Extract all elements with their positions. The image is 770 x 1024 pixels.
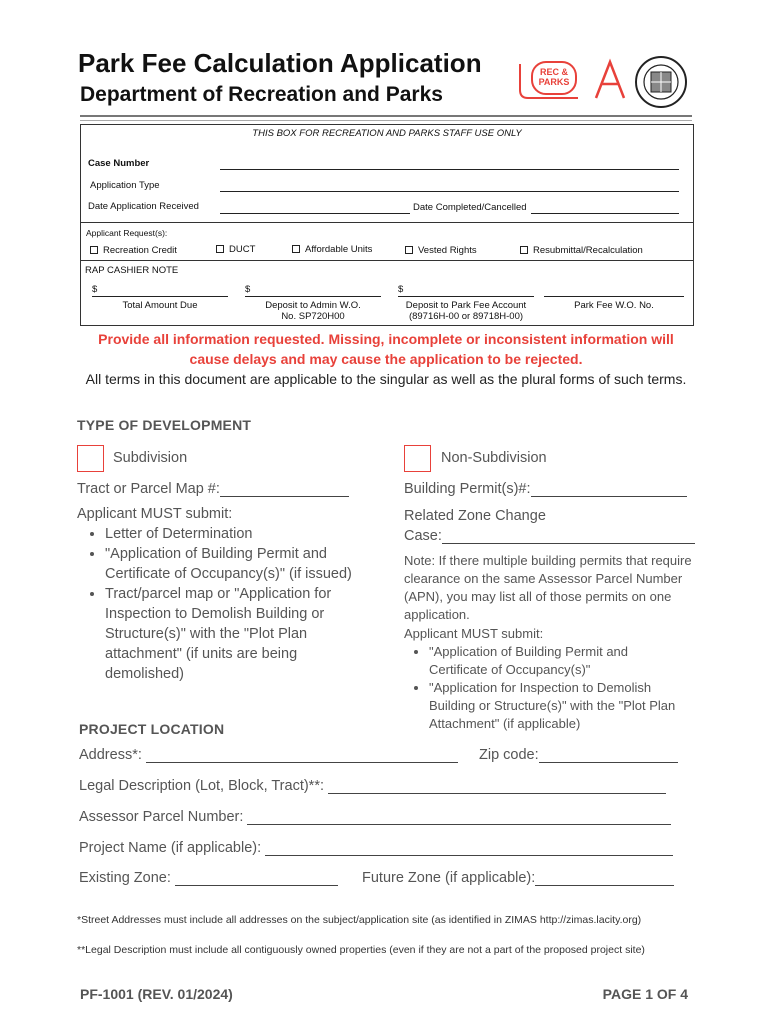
page-number: PAGE 1 OF 4 [602,986,688,1002]
date-completed-label: Date Completed/Cancelled [413,202,527,213]
legal-description-row [79,778,666,794]
checkbox-icon[interactable] [292,245,300,253]
rec-parks-logo [518,56,630,102]
tract-map-row [77,481,349,497]
header-rule [80,115,692,117]
subdivision-label: Subdivision [113,450,188,466]
legal-description-input[interactable] [328,780,666,794]
project-name-input[interactable] [265,842,673,856]
deposit-admin-field[interactable] [245,296,381,297]
dollar-sign: $ [245,284,251,295]
dollar-sign: $ [398,284,404,295]
apn-row [79,809,671,825]
checkbox-icon[interactable] [90,246,98,254]
building-permit-row [404,481,687,497]
non-subdivision-checkbox[interactable] [404,445,431,472]
notice-warning: Provide all information requested. Missing, incomplete or inconsistent information will cause delays and may cause the application to be rejected. [98,331,674,367]
must-submit-label-2: Applicant MUST submit: [404,626,544,641]
form-id: PF-1001 (REV. 01/2024) [80,986,233,1002]
checkbox-icon[interactable] [216,245,224,253]
cashier-note-label: RAP CASHIER NOTE [85,265,179,276]
dollar-sign: $ [92,284,98,295]
zone-change-input[interactable] [442,530,695,544]
tract-map-label: Tract or Parcel Map #: [77,481,220,497]
city-seal-icon [634,55,688,109]
list-item: • "Application of Building Permit and Certificate of Occupancy(s)" (if issued) [105,544,370,584]
apn-input[interactable] [247,811,671,825]
non-subdivision-requirements [405,643,690,733]
footnote-street-addresses: *Street Addresses must include all addresses on the subject/application site (as identified in ZIMAS http://zimas.lacity.org) [77,914,642,926]
non-subdivision-label: Non-Subdivision [441,450,547,466]
staff-divider [81,222,693,223]
park-fee-wo-label: Park Fee W.O. No. [574,300,654,311]
case-number-label: Case Number [88,158,150,169]
subdivision-checkbox[interactable] [77,445,104,472]
request-duct[interactable]: DUCT [216,244,255,255]
zone-change-label-1: Related Zone Change [404,508,546,524]
list-item: • Tract/parcel map or "Application for Inspection to Demolish Building or Structure(s)" with the "Plot Plan attachment" (if units are being demolished) [105,584,370,684]
tract-map-input[interactable] [220,483,349,497]
header-rule-thin [80,120,692,121]
list-item: • Letter of Determination [105,524,370,544]
zip-input[interactable] [539,749,678,763]
date-completed-field[interactable] [531,213,679,214]
must-submit-label: Applicant MUST submit: [77,506,233,522]
future-zone-input[interactable] [535,872,674,886]
application-type-label: Application Type [90,180,160,191]
project-name-row [79,840,673,856]
request-resubmittal[interactable]: Resubmittal/Recalculation [520,245,643,256]
staff-use-box [80,124,694,326]
address-label: Address*: [79,747,142,763]
requests-label: Applicant Request(s): [86,228,168,238]
zone-change-row [404,528,695,544]
subdivision-requirements [80,524,370,684]
legal-description-label: Legal Description (Lot, Block, Tract)**: [79,778,324,794]
project-name-label: Project Name (if applicable): [79,840,262,856]
request-affordable-units[interactable]: Affordable Units [292,244,372,255]
staff-divider [81,260,693,261]
date-received-field[interactable] [220,213,410,214]
zip-row [479,747,678,763]
deposit-park-field[interactable] [398,296,534,297]
future-zone-row [362,870,674,886]
zone-change-label-2: Case: [404,528,442,544]
total-amount-field[interactable] [92,296,228,297]
total-amount-label: Total Amount Due [122,300,198,311]
existing-zone-row [79,870,338,886]
existing-zone-input[interactable] [175,872,338,886]
request-vested-rights[interactable]: Vested Rights [405,245,477,256]
footnote-legal-description: **Legal Description must include all contiguously owned properties (even if they are not a part of the proposed project site) [77,944,645,956]
zip-label: Zip code: [479,747,539,763]
address-input[interactable] [146,749,458,763]
deposit-admin-label: Deposit to Admin W.O. No. SP720H00 [265,300,361,322]
staff-box-heading: THIS BOX FOR RECREATION AND PARKS STAFF USE ONLY [252,128,522,139]
list-item: • "Application of Building Permit and Certificate of Occupancy(s)" [429,643,690,679]
building-permit-label: Building Permit(s)#: [404,481,531,497]
deposit-park-label: Deposit to Park Fee Account (89716H-00 or 89718H-00) [405,300,527,322]
page-title: Park Fee Calculation Application [78,48,482,78]
list-item: • "Application for Inspection to Demolish Building or Structure(s)" with the "Plot Plan Attachment" (if applicable) [429,679,690,733]
multiple-permits-note: Note: If there multiple building permits that require clearance on the same Assessor Parcel Number (APN), you may list all of those permits on one application. [404,553,692,622]
case-number-field[interactable] [220,169,679,170]
application-type-field[interactable] [220,191,679,192]
project-location-heading: PROJECT LOCATION [79,721,225,737]
existing-zone-label: Existing Zone: [79,870,171,886]
park-fee-wo-field[interactable] [544,296,684,297]
logo-text: REC & PARKS [538,67,570,87]
terms-note: All terms in this document are applicable to the singular as well as the plural forms of such terms. [85,371,687,387]
checkbox-icon[interactable] [405,246,413,254]
request-recreation-credit[interactable]: Recreation Credit [90,245,177,256]
type-of-development-heading: TYPE OF DEVELOPMENT [77,417,252,433]
page-subtitle: Department of Recreation and Parks [80,83,443,106]
checkbox-icon[interactable] [520,246,528,254]
apn-label: Assessor Parcel Number: [79,809,244,825]
building-permit-input[interactable] [531,483,687,497]
date-received-label: Date Application Received [88,201,199,212]
future-zone-label: Future Zone (if applicable): [362,870,536,886]
address-row [79,747,458,763]
